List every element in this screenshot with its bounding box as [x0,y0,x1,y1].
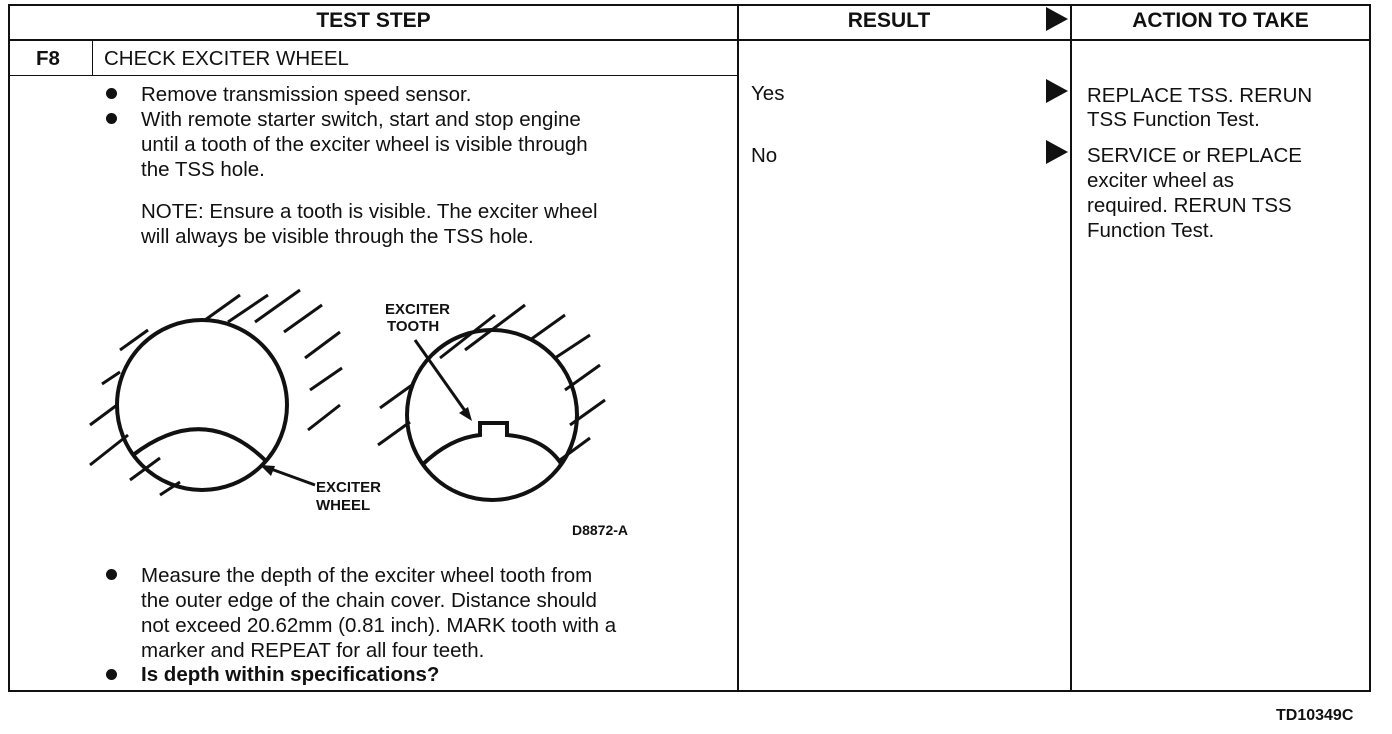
column-divider-result [737,4,739,692]
result-yes: Yes [751,82,785,105]
arrow-right-icon [1046,140,1068,164]
instruction-start-engine-line1: With remote starter switch, start and stop engine [141,108,581,131]
document-id: TD10349C [1276,707,1354,724]
bullet-icon [106,113,117,124]
step-title: CHECK EXCITER WHEEL [104,47,349,70]
header-test-step: TEST STEP [316,9,431,32]
exciter-tooth-leader [415,340,468,415]
header-result: RESULT [847,9,931,32]
column-divider-action [1070,4,1072,692]
action-no-line2: exciter wheel as [1087,169,1234,192]
label-exciter-tooth-line1: EXCITER [385,301,451,318]
arrow-right-icon [1046,79,1068,103]
right-exciter-wheel-arc [422,423,562,465]
bullet-icon [106,669,117,680]
instruction-measure-line3: not exceed 20.62mm (0.81 inch). MARK tooth with a [141,614,617,637]
bullet-icon [106,88,117,99]
action-no-line3: required. RERUN TSS [1087,194,1292,217]
action-yes-line2: TSS Function Test. [1087,108,1260,131]
table-bottom-border [8,690,1371,692]
header-arrow-icon [1046,7,1068,31]
note-line2: will always be visible through the TSS hole. [141,225,534,248]
action-no-line1: SERVICE or REPLACE [1087,144,1302,167]
bullet-icon [106,569,117,580]
header-bottom-border [8,39,1371,41]
header-action: ACTION TO TAKE [1132,9,1309,32]
exciter-wheel-diagram [60,280,660,560]
table-right-border [1369,4,1371,692]
label-exciter-wheel-line1: EXCITER [316,479,382,496]
action-yes-line1: REPLACE TSS. RERUN [1087,84,1313,107]
instruction-start-engine-line3: the TSS hole. [141,158,265,181]
instruction-remove-sensor: Remove transmission speed sensor. [141,83,472,106]
right-tss-hole [407,330,577,500]
label-exciter-wheel-line2: WHEEL [316,497,371,514]
result-no: No [751,144,778,167]
step-title-underline [8,75,739,76]
table-left-border [8,4,10,692]
instruction-question: Is depth within specifications? [141,663,440,686]
step-number-divider [92,41,93,75]
step-number: F8 [36,47,60,70]
label-exciter-tooth-line2: TOOTH [387,318,440,335]
instruction-measure-line4: marker and REPEAT for all four teeth. [141,639,485,662]
instruction-measure-line1: Measure the depth of the exciter wheel tooth from [141,564,593,587]
action-no-line4: Function Test. [1087,219,1215,242]
instruction-start-engine-line2: until a tooth of the exciter wheel is visible through [141,133,588,156]
instruction-measure-line2: the outer edge of the chain cover. Distance should [141,589,597,612]
figure-id: D8872-A [572,522,629,538]
note-line1: NOTE: Ensure a tooth is visible. The exciter wheel [141,200,598,223]
left-exciter-wheel-arc [133,429,267,462]
